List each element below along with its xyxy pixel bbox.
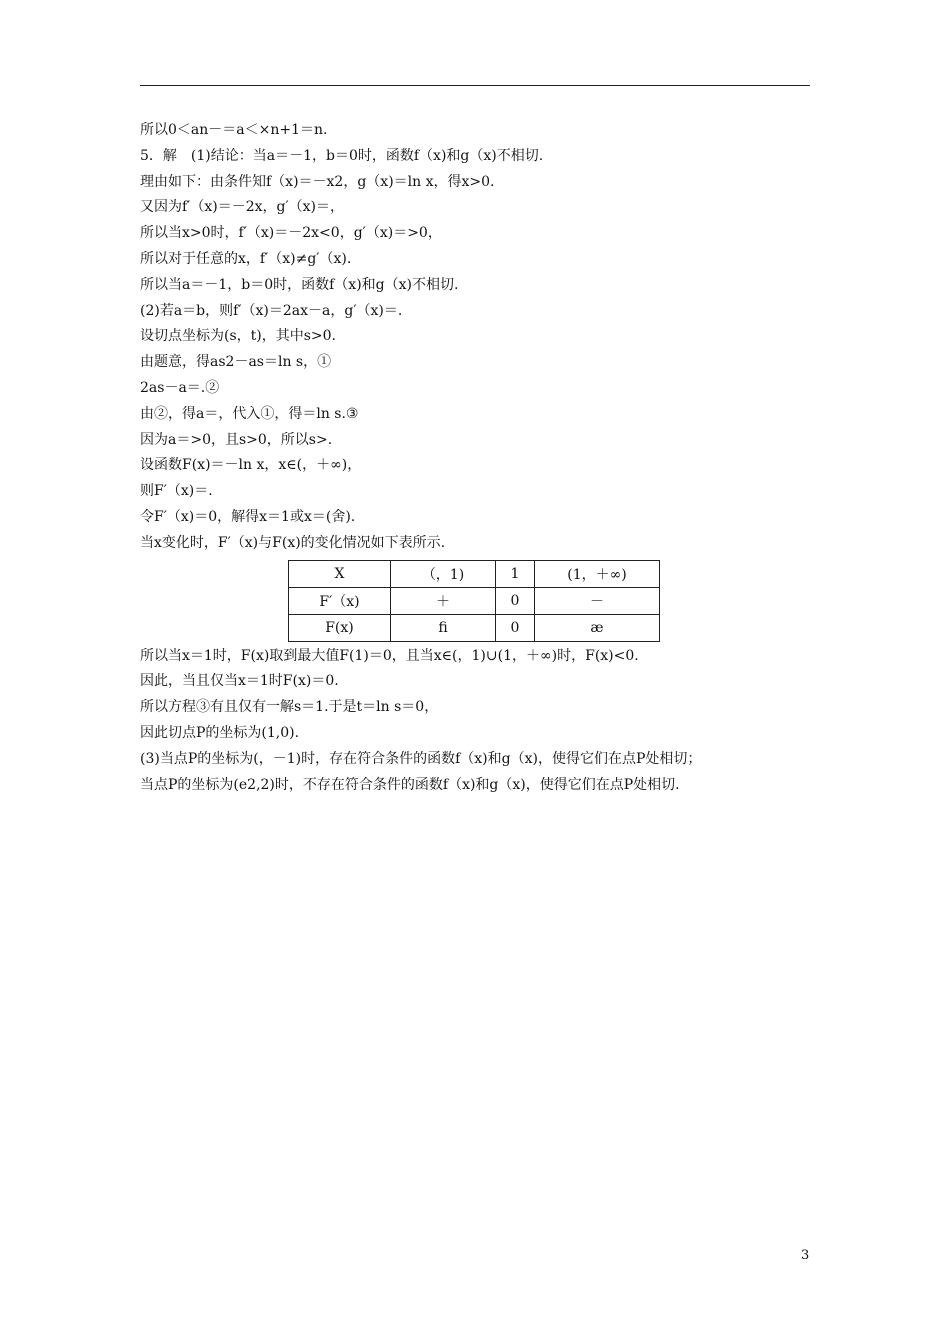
table-cell: (1，＋∞)	[535, 560, 660, 587]
text-line: (2)若a＝b，则f′（x)＝2ax－a，g′（x)＝.	[140, 302, 403, 319]
text-line: 由题意，得as2－as＝ln s，①	[140, 354, 332, 371]
text-line: 令F′（x)＝0，解得x＝1或x＝(舍).	[140, 508, 356, 525]
text-line: 所以当a＝－1，b＝0时，函数f（x)和g（x)不相切.	[140, 276, 459, 293]
text-line: 所以方程③有且仅有一解s＝1.于是t＝ln s＝0，	[140, 699, 439, 716]
text-line: 理由如下：由条件知f（x)＝－x2，g（x)＝ln x，得x>0.	[140, 173, 495, 190]
table-row	[289, 587, 660, 614]
text-line: 设函数F(x)＝－ln x，x∈(，＋∞)，	[140, 457, 362, 474]
table-cell: －	[535, 587, 660, 614]
table-cell: 0	[496, 614, 535, 641]
text-line: 因此，当且仅当x＝1时F(x)＝0.	[140, 673, 339, 690]
variation-table-wrapper	[288, 560, 840, 642]
table-cell: F(x)	[289, 614, 391, 641]
table-row	[289, 614, 660, 641]
text-line: (3)当点P的坐标为(，－1)时，存在符合条件的函数f（x)和g（x)，使得它们在点P处相切；	[140, 750, 702, 767]
text-line: 2as－a＝.②	[140, 379, 220, 396]
page-number: 3	[801, 1248, 810, 1263]
table-cell: æ	[535, 614, 660, 641]
text-line: 又因为f′（x)＝－2x，g′（x)＝，	[140, 199, 345, 216]
text-line: 当x变化时，F′（x)与F(x)的变化情况如下表所示.	[140, 534, 446, 551]
text-line: 因为a＝>0，且s>0，所以s>.	[140, 431, 333, 448]
table-cell: 1	[496, 560, 535, 587]
solution-body	[140, 118, 840, 798]
table-cell: X	[289, 560, 391, 587]
text-line: 由②，得a＝，代入①，得＝ln s.③	[140, 405, 359, 422]
table-cell: ＋	[391, 587, 496, 614]
text-line: 5．解 (1)结论：当a＝－1，b＝0时，函数f（x)和g（x)不相切.	[140, 147, 544, 164]
variation-table	[288, 560, 660, 642]
table-cell: ﬁ	[391, 614, 496, 641]
table-cell: 0	[496, 587, 535, 614]
text-line: 所以对于任意的x，f′（x)≠g′（x).	[140, 250, 352, 267]
text-line: 设切点坐标为(s，t)，其中s>0.	[140, 328, 337, 345]
table-row	[289, 560, 660, 587]
text-line: 所以0＜an－＝a＜×n+1＝n.	[140, 122, 328, 138]
table-cell: （，1)	[391, 560, 496, 587]
header-rule	[140, 85, 810, 86]
text-line: 则F′（x)＝.	[140, 483, 213, 500]
text-line: 所以当x>0时，f′（x)＝－2x<0，g′（x)＝>0，	[140, 225, 442, 242]
text-line: 所以当x＝1时，F(x)取到最大值F(1)＝0，且当x∈(，1)∪(1，＋∞)时，F(x)<0.	[140, 647, 639, 664]
text-line: 因此切点P的坐标为(1,0).	[140, 724, 300, 741]
text-line: 当点P的坐标为(e2,2)时，不存在符合条件的函数f（x)和g（x)，使得它们在点P处相切.	[140, 776, 680, 793]
table-cell: F′（x)	[289, 587, 391, 614]
